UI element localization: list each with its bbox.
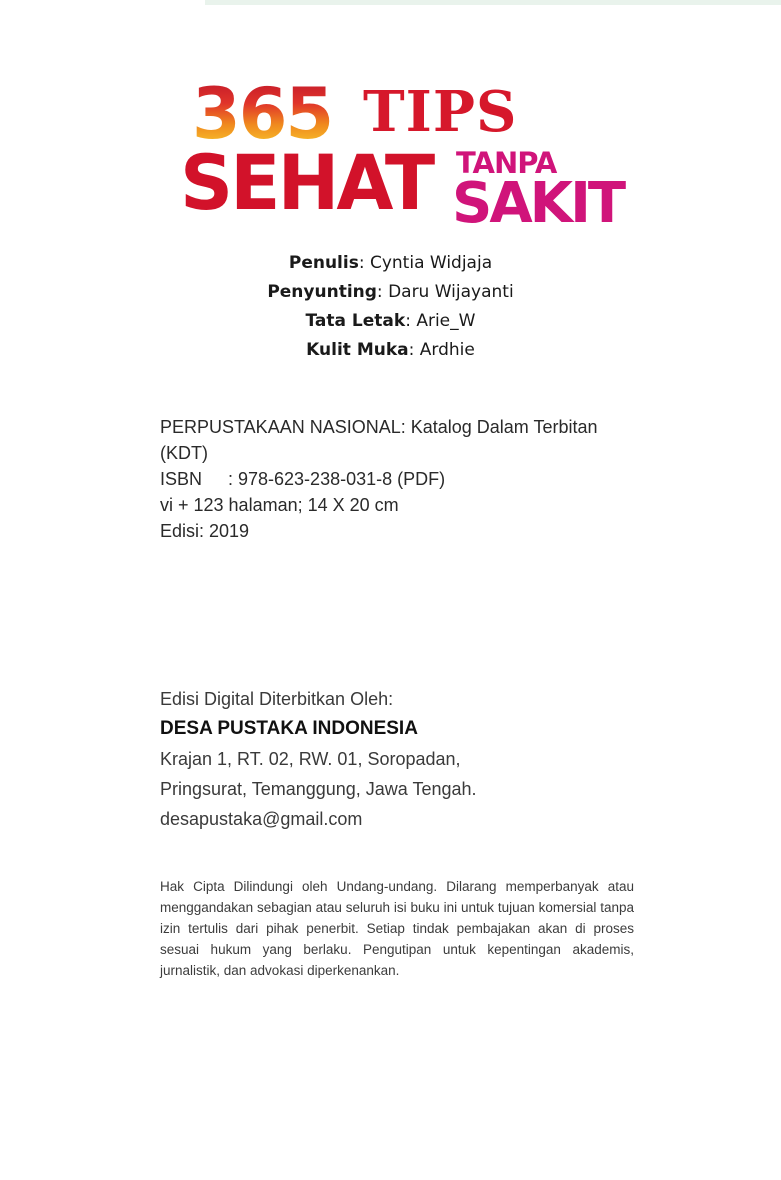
isbn-line <box>160 466 630 492</box>
credit-role: Kulit Muka <box>306 340 409 360</box>
logo-sakit: SAKIT <box>452 171 624 236</box>
publisher-email: desapustaka@gmail.com <box>160 809 363 829</box>
edition: Edisi: 2019 <box>160 521 250 541</box>
credit-line-writer: Penulis: Cyntia Widjaja <box>288 253 493 273</box>
credit-line-cover: Kulit Muka: Ardhie <box>306 340 475 360</box>
book-title-logo <box>180 73 630 236</box>
page-count: vi + 123 halaman; 14 X 20 cm <box>160 495 399 515</box>
credit-line-layout: Tata Letak: Arie_W <box>305 311 476 331</box>
logo-365: 365 <box>192 73 333 155</box>
isbn-label: ISBN <box>160 469 203 489</box>
publisher-block <box>160 684 630 834</box>
credit-name: Cyntia Widjaja <box>369 253 493 273</box>
catalog-block <box>160 414 630 544</box>
publisher-address-line1: Krajan 1, RT. 02, RW. 01, Soropadan, <box>160 749 461 769</box>
logo-sehat: SEHAT <box>180 138 433 227</box>
logo-tanpa: TANPA <box>456 146 557 180</box>
top-edge-strip <box>205 0 781 5</box>
credit-name: Ardhie <box>419 340 475 360</box>
publisher-intro: Edisi Digital Diterbitkan Oleh: <box>160 689 394 709</box>
credit-line-editor: Penyunting: Daru Wijayanti <box>267 282 514 302</box>
credit-role: Penulis <box>288 253 359 273</box>
copyright-notice: Hak Cipta Dilindungi oleh Undang-undang. Dilarang memperbanyak atau menggandakan sebagian atau seluruh isi buku ini untuk tujuan komersial tanpa izin tertulis dari pihak penerbit. Setiap tindak pembajakan akan di proses sesuai hukum yang berlaku. Pengutipan untuk kepentingan akademis, jurnalistik, dan advokasi diperkenankan. <box>160 879 634 978</box>
logo-tips: TIPS <box>363 79 518 145</box>
isbn-value: : 978-623-238-031-8 (PDF) <box>228 469 446 489</box>
publisher-name: DESA PUSTAKA INDONESIA <box>160 718 418 739</box>
catalog-heading: PERPUSTAKAAN NASIONAL: Katalog Dalam Terbitan (KDT) <box>160 417 598 463</box>
credits-block <box>0 249 781 365</box>
publisher-address-line2: Pringsurat, Temanggung, Jawa Tengah. <box>160 779 477 799</box>
credit-role: Tata Letak <box>305 311 406 331</box>
credit-name: Arie_W <box>416 311 476 331</box>
credit-name: Daru Wijayanti <box>388 282 514 302</box>
credit-role: Penyunting <box>267 282 377 302</box>
